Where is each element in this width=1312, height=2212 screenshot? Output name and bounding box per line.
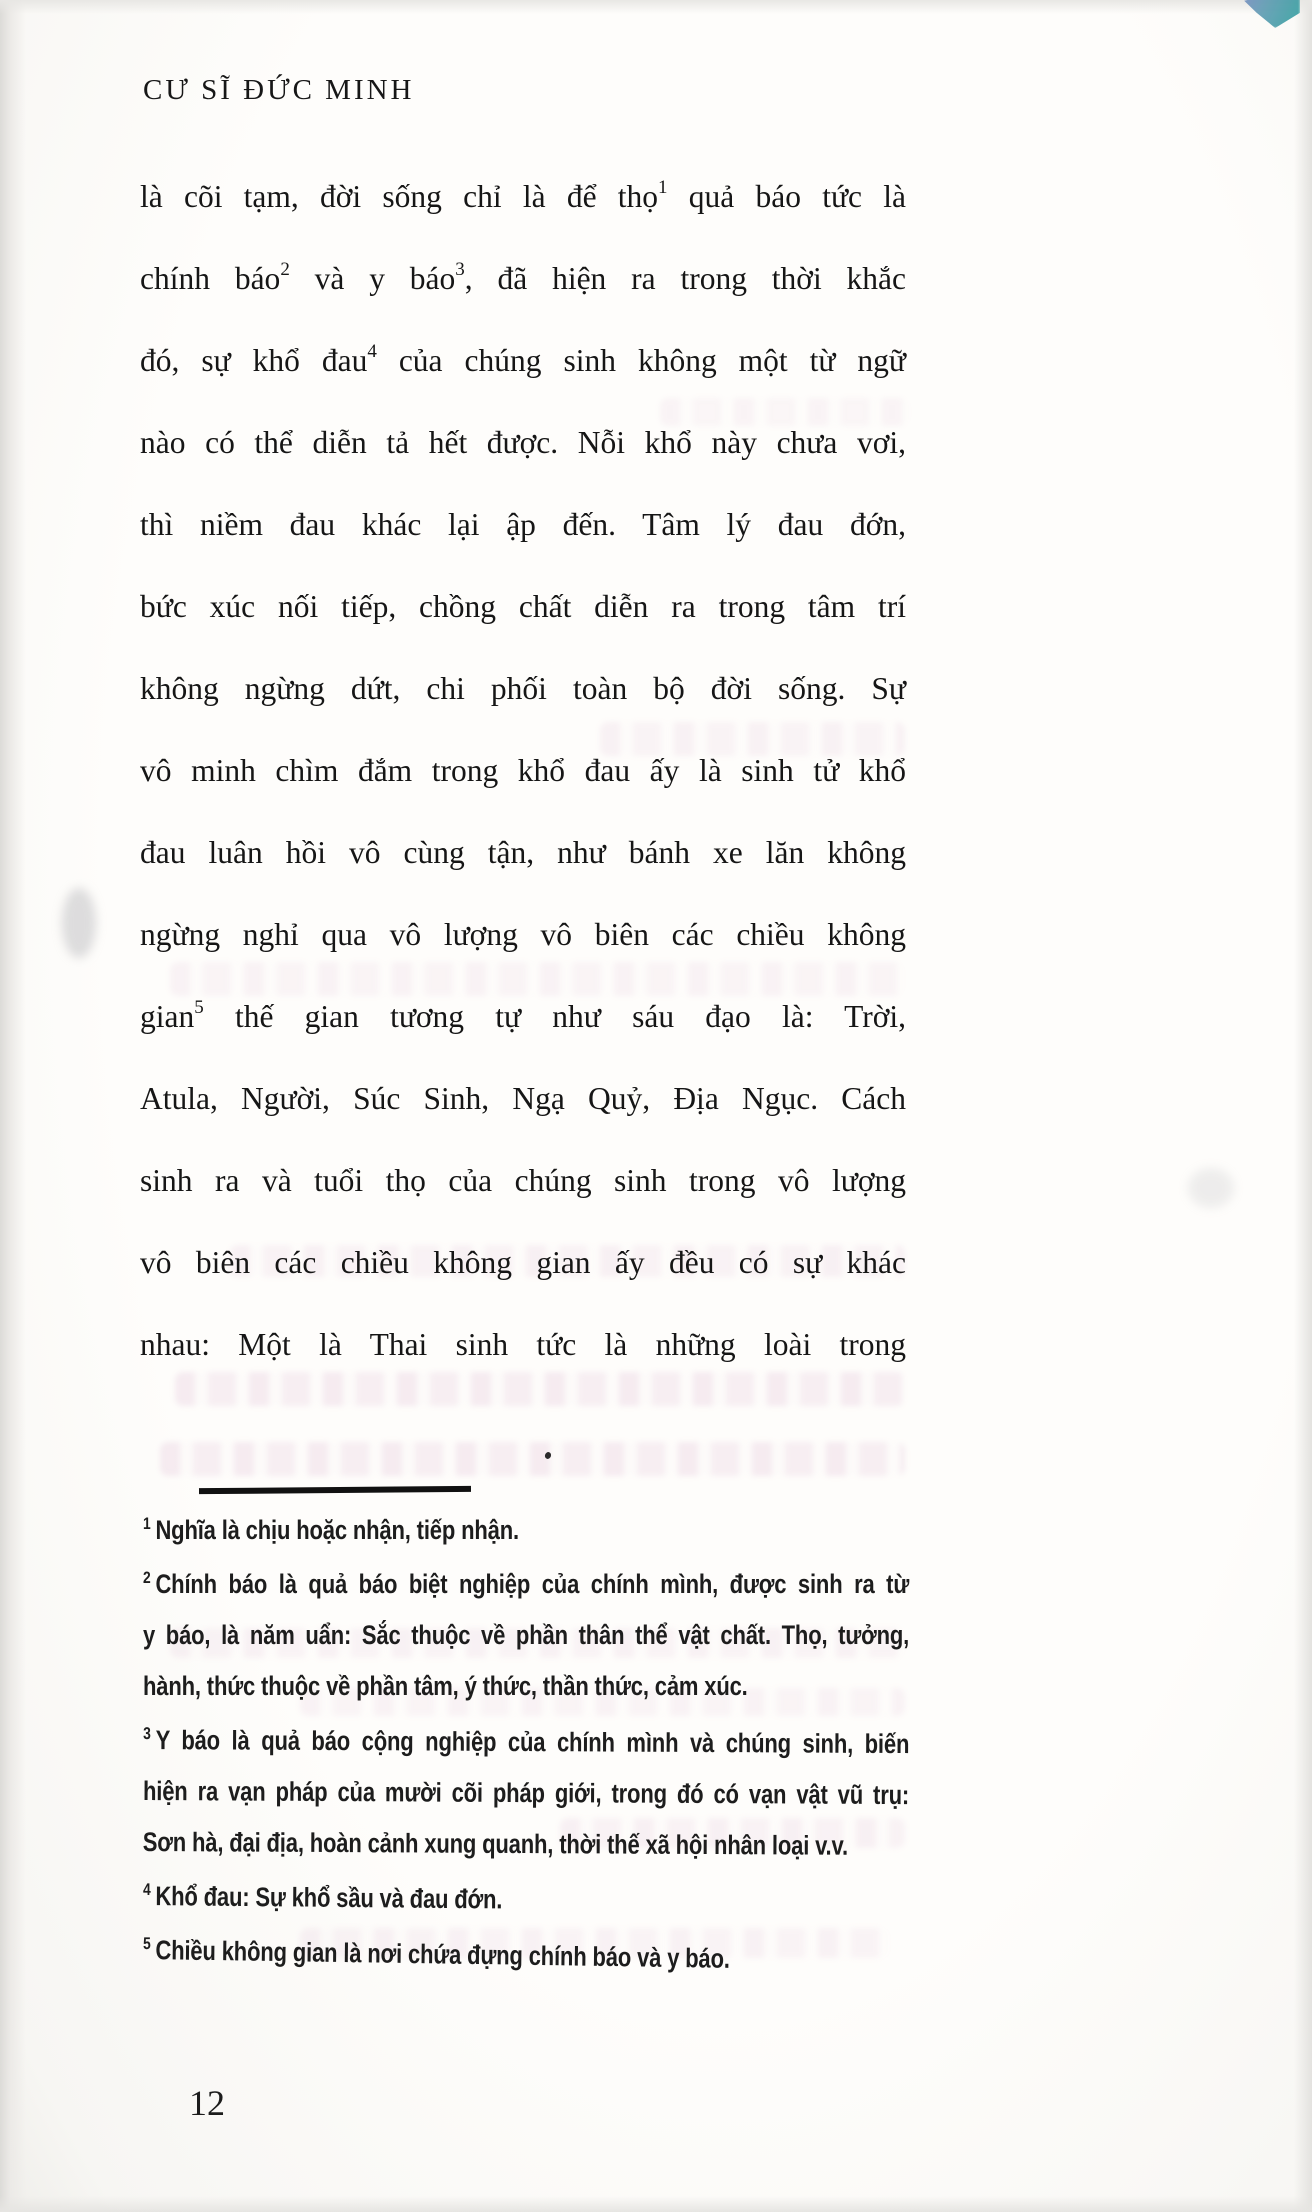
body-text-line: là cõi tạm, đời sống chỉ là để thọ$^1$ quả báo tức là [140, 177, 906, 214]
footnote-line: $^2$ Chính báo là quả báo biệt nghiệp của chính mình, được sinh ra từ [143, 1568, 910, 1599]
scan-smudge [62, 888, 96, 958]
body-text-line: ngừng nghỉ qua vô lượng vô biên các chiều không [140, 917, 906, 952]
footnote [143, 1505, 909, 1556]
footnote-line: y báo, là năm uẩn: Sắc thuộc về phần thân thể vật chất. Thọ, tưởng, [143, 1620, 910, 1650]
body-text-line: gian$^5$ thế gian tương tự như sáu đạo là: Trời, [140, 997, 906, 1034]
footnote-line: Sơn hà, đại địa, hoàn cảnh xung quanh, thời thế xã hội nhân loại v.v. [142, 1826, 848, 1861]
footnotes [143, 1505, 909, 1979]
footnote [143, 1559, 909, 1712]
body-text-line: Atula, Người, Súc Sinh, Ngạ Quỷ, Địa Ngục. Cách [140, 1081, 906, 1116]
body-text-line: nhau: Một là Thai sinh tức là những loài trong [140, 1327, 906, 1362]
body-text-line: vô biên các chiều không gian ấy đều có sự khác [140, 1245, 906, 1280]
footnote-line: $^3$ Y báo là quả báo cộng nghiệp của chính mình và chúng sinh, biến [143, 1724, 910, 1760]
body-text-line: nào có thể diễn tả hết được. Nỗi khổ này chưa vơi, [140, 425, 906, 460]
footnote-line: $^5$ Chiều không gian là nơi chứa đựng chính báo và y báo. [142, 1934, 730, 1974]
footnote-line: $^4$ Khổ đau: Sự khổ sầu và đau đớn. [142, 1880, 503, 1915]
footnote-line: hiện ra vạn pháp của mười cõi pháp giới, trong đó có vạn vật vũ trụ: [142, 1776, 910, 1811]
page-edge-shadow-left [0, 0, 26, 2212]
footnote [143, 1925, 910, 1987]
body-text-line: vô minh chìm đắm trong khổ đau ấy là sinh tử khổ [140, 753, 906, 788]
body-text-line: bức xúc nối tiếp, chồng chất diễn ra trong tâm trí [140, 589, 906, 624]
page-edge-shadow-top [0, 0, 1312, 14]
footnote-line: hành, thức thuộc về phần tâm, ý thức, thần thức, cảm xúc. [143, 1671, 748, 1701]
scan-smudge [1188, 1168, 1234, 1208]
bleed-through-strip [160, 1442, 905, 1476]
footnote [143, 1715, 910, 1872]
body-text [140, 156, 906, 1386]
body-text-line: thì niềm đau khác lại ập đến. Tâm lý đau đớn, [140, 507, 906, 542]
body-text-line: đau luân hồi vô cùng tận, như bánh xe lăn không [140, 835, 906, 870]
page-edge-shadow-bottom [0, 2196, 1312, 2212]
body-text-line: chính báo$^2$ và y báo$^3$, đã hiện ra trong thời khắc [140, 259, 906, 296]
body-text-line: không ngừng dứt, chi phối toàn bộ đời sống. Sự [140, 671, 906, 706]
page-edge-shadow-right [1294, 0, 1312, 2212]
body-text-line: đó, sự khổ đau$^4$ của chúng sinh không một từ ngữ [140, 341, 907, 378]
body-text-line: sinh ra và tuổi thọ của chúng sinh trong vô lượng [140, 1163, 906, 1198]
footnote-separator [199, 1486, 471, 1494]
footnote [143, 1871, 909, 1929]
page-number: 12 [189, 2083, 225, 2123]
running-header: CƯ SĨ ĐỨC MINH [143, 74, 415, 106]
footnote-line: $^1$ Nghĩa là chịu hoặc nhận, tiếp nhận. [143, 1514, 519, 1545]
